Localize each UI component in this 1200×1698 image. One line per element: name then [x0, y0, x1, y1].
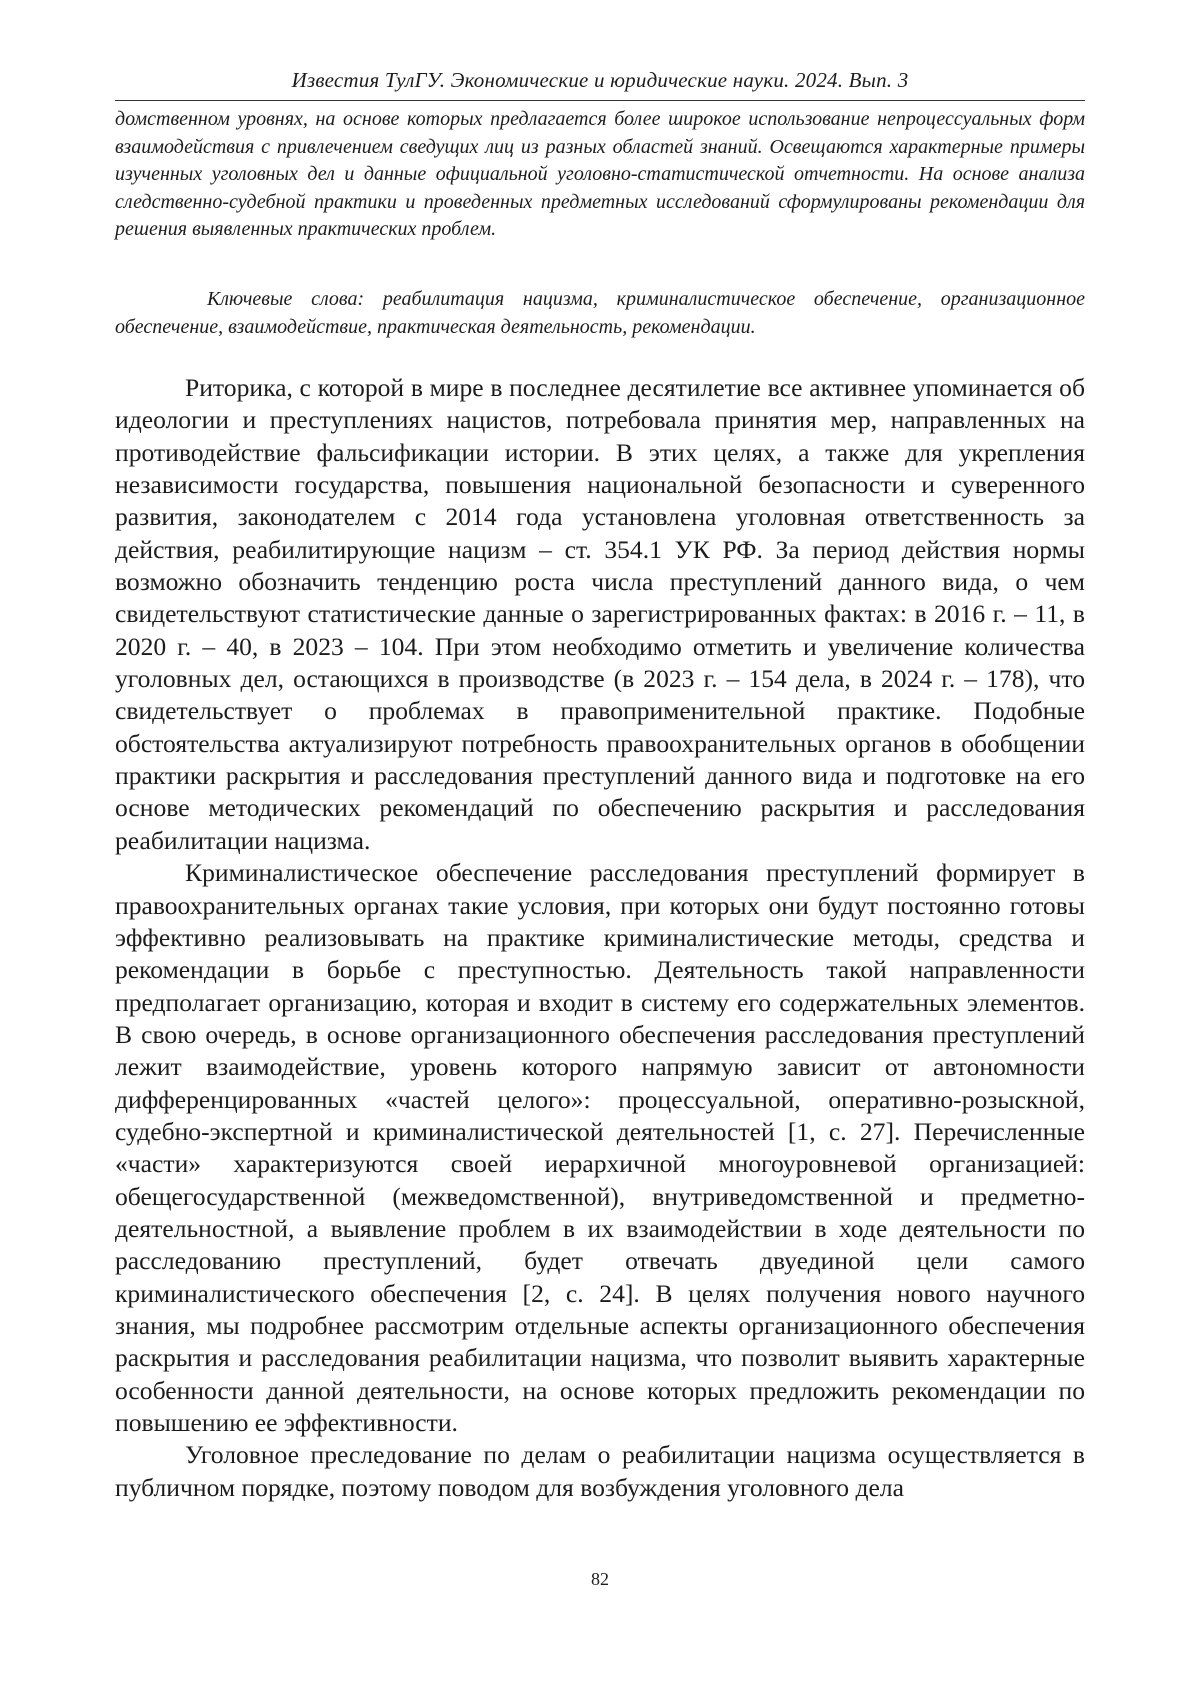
page-number: 82 — [591, 1569, 609, 1589]
body-paragraph: Риторика, с которой в мире в последнее десятилетие все активнее упоминается об идеологии и преступлениях нацистов, потребовала принятия мер, направленных на противодействие фальсификации истории. В этих целях, а также для укрепления независимости государства, повышения национальной безопасности и суверенного развития, законодателем с 2014 года установлена уголовная ответственность за действия, реабилитирующие нацизм – ст. 354.1 УК РФ. За период действия нормы возможно обозначить тенденцию роста числа преступлений данного вида, о чем свидетельствуют статистические данные о зарегистрированных фактах: в 2016 г. – 11, в 2020 г. – 40, в 2023 – 104. При этом необходимо отметить и увеличение количества уголовных дел, остающихся в производстве (в 2023 г. – 154 дела, в 2024 г. – 178), что свидетельствует о проблемах в правоприменительной практике. Подобные обстоятельства актуализируют потребность правоохранительных органов в обобщении практики раскрытия и расследования преступлений данного вида и подготовке на его основе методических рекомендаций по обеспечению раскрытия и расследования реабилитации нацизма. — [115, 373, 1085, 855]
body-paragraph: Уголовное преследование по делам о реабилитации нацизма осуществляется в публичном порядке, поэтому поводом для возбуждения уголовного дела — [115, 1440, 1085, 1502]
header-divider — [115, 100, 1085, 101]
running-header: Известия ТулГУ. Экономические и юридические науки. 2024. Вып. 3 — [291, 68, 909, 92]
abstract-text: домственном уровнях, на основе которых предлагается более широкое использование непроцессуальных форм взаимодействия с привлечением сведущих лиц из разных областей знаний. Освещаются характерные примеры изученных уголовных дел и данные официальной уголовно-статистической отчетности. На основе анализа следственно-судебной практики и проведенных предметных исследований сформулированы рекомендации для решения выявленных практических проблем. — [115, 108, 1085, 240]
body-paragraph: Криминалистическое обеспечение расследования преступлений формирует в правоохранительных органах такие условия, при которых они будут постоянно готовы эффективно реализовывать на практике криминалистические методы, средства и рекомендации в борьбе с преступностью. Деятельность такой направленности предполагает организацию, которая и входит в систему его содержательных элементов. В свою очередь, в основе организационного обеспечения расследования преступлений лежит взаимодействие, уровень которого напрямую зависит от автономности дифференцированных «частей целого»: процессуальной, оперативно-розыскной, судебно-экспертной и криминалистической деятельностей [1, с. 27]. Перечисленные «части» характеризуются своей иерархичной многоуровневой организацией: обещегосударственной (межведомственной), внутриведомственной и предметно-деятельностной, а выявление проблем в их взаимодействии в ходе деятельности по расследованию преступлений, будет отвечать двуединой цели самого криминалистического обеспечения [2, с. 24]. В целях получения нового научного знания, мы подробнее рассмотрим отдельные аспекты организационного обеспечения раскрытия и расследования реабилитации нацизма, что позволит выявить характерные особенности данной деятельности, на основе которых предложить рекомендации по повышению ее эффективности. — [115, 858, 1085, 1437]
article-body — [115, 372, 1085, 1504]
abstract-section — [115, 106, 1085, 244]
keywords-paragraph: Ключевые слова: реабилитация нацизма, криминалистическое обеспечение, организационное обеспечение, взаимодействие, практическая деятельность, рекомендации. — [115, 288, 1085, 338]
